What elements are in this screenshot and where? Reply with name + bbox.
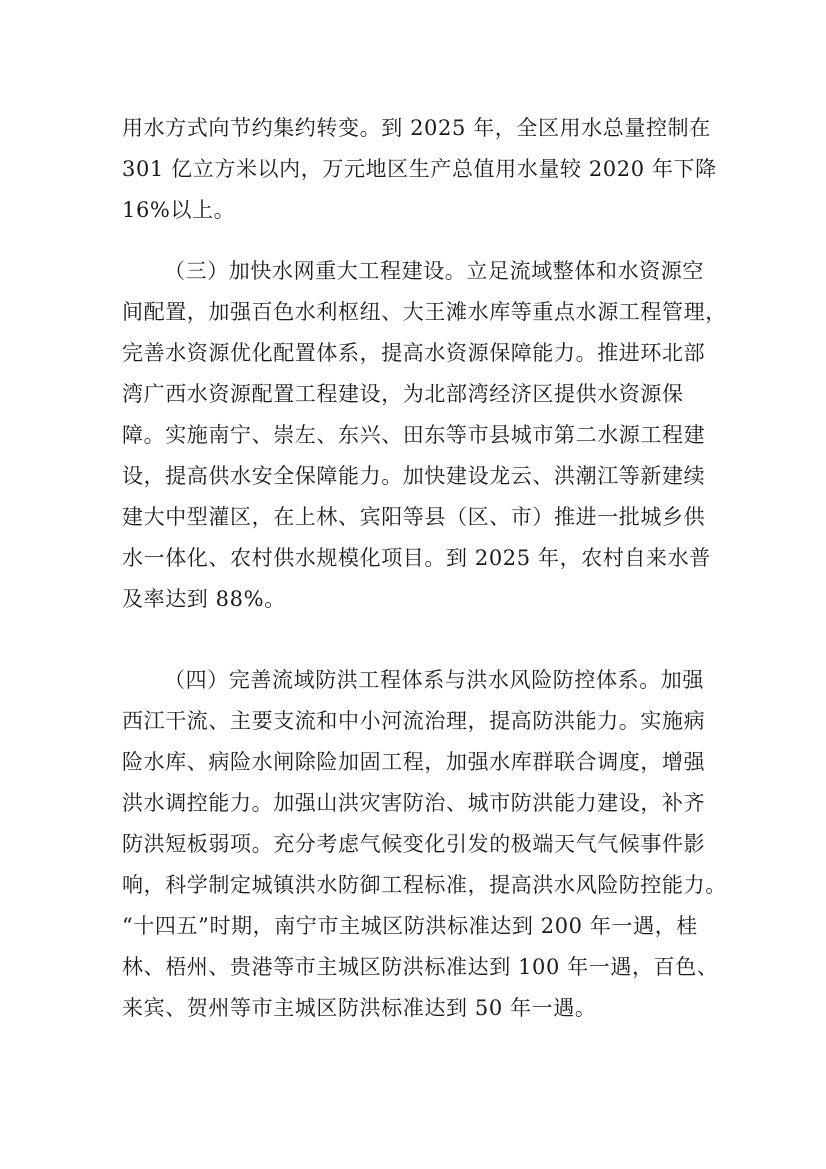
text-line: 障。实施南宁、崇左、东兴、田东等市县城市第二水源工程建: [122, 423, 706, 447]
text-line: 完善水资源优化配置体系，提高水资源保障能力。推进环北部: [122, 341, 706, 365]
text-line: 湾广西水资源配置工程建设，为北部湾经济区提供水资源保: [122, 382, 684, 406]
text-line: 险水库、病险水闸除险加固工程，加强水库群联合调度，增强: [122, 750, 706, 774]
text-line: 用水方式向节约集约转变。到 2025 年，全区用水总量控制在: [122, 116, 711, 140]
text-line: 设，提高供水安全保障能力。加快建设龙云、洪潮江等新建续: [122, 464, 706, 488]
text-line: 洪水调控能力。加强山洪灾害防治、城市防洪能力建设，补齐: [122, 791, 706, 815]
text-line: 水一体化、农村供水规模化项目。到 2025 年，农村自来水普: [122, 546, 711, 570]
text-line: 建大中型灌区，在上林、宾阳等县（区、市）推进一批城乡供: [122, 505, 706, 529]
text-line: 16%以上。: [122, 198, 236, 222]
text-line: （四）完善流域防洪工程体系与洪水风险防控体系。加强: [164, 668, 704, 692]
text-line: 西江干流、主要支流和中小河流治理，提高防洪能力。实施病: [122, 709, 706, 733]
text-line: 林、梧州、贵港等市主城区防洪标准达到 100 年一遇，百色、: [122, 955, 719, 979]
text-line: 响，科学制定城镇洪水防御工程标准，提高洪水风险防控能力。: [122, 873, 727, 897]
text-line: 来宾、贺州等市主城区防洪标准达到 50 年一遇。: [122, 996, 597, 1020]
text-line: “十四五”时期，南宁市主城区防洪标准达到 200 年一遇，桂: [122, 914, 698, 938]
text-line: 301 亿立方米以内，万元地区生产总值用水量较 2020 年下降: [122, 157, 717, 181]
text-line: 及率达到 88%。: [122, 587, 286, 611]
text-line: （三）加快水网重大工程建设。立足流域整体和水资源空: [164, 259, 704, 283]
text-line: 间配置，加强百色水利枢纽、大王滩水库等重点水源工程管理，: [122, 300, 727, 324]
text-line: 防洪短板弱项。充分考虑气候变化引发的极端天气气候事件影: [122, 832, 706, 856]
